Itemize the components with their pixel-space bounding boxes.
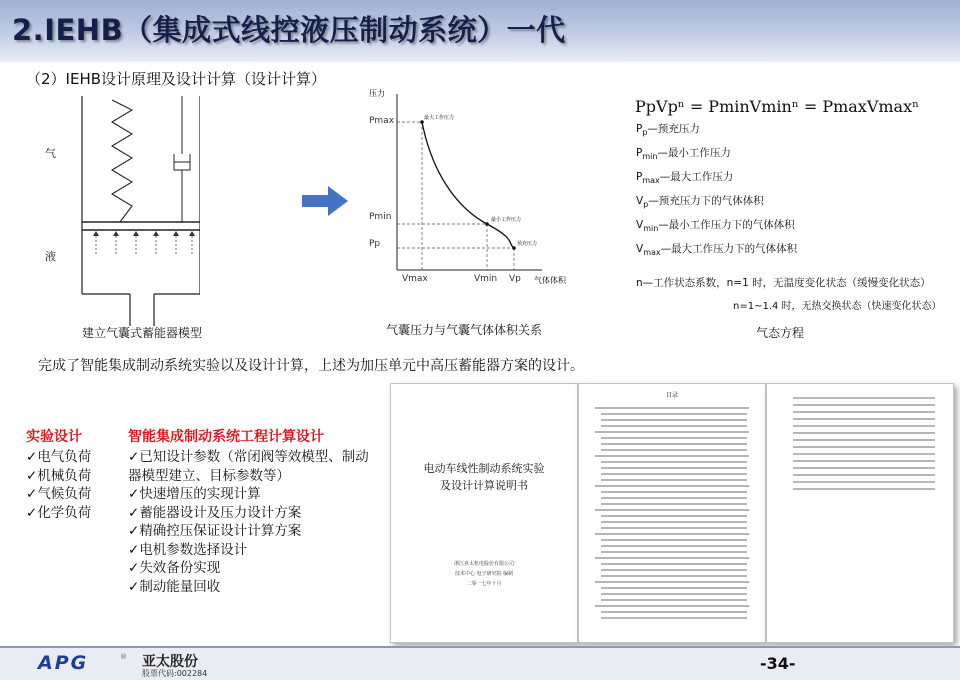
- company-name: 亚太股份: [142, 654, 198, 670]
- engineering-item: ✓快速增压的实现计算: [128, 486, 261, 502]
- adiabatic-note: n=1~1.4 时，无热交换状态（快速变化状态）: [733, 301, 942, 312]
- definition-pmin: $P_{min}—$最小工作压力: [636, 147, 731, 162]
- cover-dept: 技术中心 电子研究院 编制: [454, 571, 514, 577]
- accumulator-caption: 建立气囊式蓄能器模型: [82, 326, 203, 340]
- check-icon: ✓: [26, 467, 38, 484]
- formula-caption: 气态方程: [756, 326, 805, 340]
- stock-code: 股票代码:002284: [142, 669, 208, 678]
- gas-equation: PpVpⁿ = PminVminⁿ = PmaxVmaxⁿ: [635, 97, 920, 116]
- pv-chart-caption: 气囊压力与气囊气体体积关系: [386, 323, 543, 337]
- check-icon: ✓: [128, 541, 140, 558]
- toc-lines-2: [767, 384, 953, 642]
- check-icon: ✓: [26, 449, 38, 465]
- engineering-item: ✓电机参数选择设计: [128, 541, 248, 558]
- company-logo: APG: [38, 652, 89, 674]
- definition-list: [636, 121, 836, 265]
- annotation-min-pressure: 最小工作压力: [491, 217, 522, 223]
- check-icon: ✓: [128, 449, 140, 465]
- experiment-item: ✓机械负荷: [26, 467, 92, 484]
- registered-mark-icon: ®: [120, 653, 127, 661]
- point-pp: [512, 246, 516, 250]
- y-tick-pmax: Pmax: [369, 116, 395, 126]
- document-toc-page-2: [766, 383, 954, 643]
- experiment-design: [26, 426, 91, 522]
- cover-title-line-2: 及设计计算说明书: [440, 479, 528, 492]
- engineering-item: ✓蓄能器设计及压力设计方案: [128, 504, 302, 521]
- page-number: -34-: [760, 654, 796, 673]
- annotation-precharge-pressure: 预充压力: [517, 241, 538, 247]
- point-pmin: [485, 222, 489, 226]
- state-coefficient-note: n—工作状态系数，n=1 时，无温度变化状态（缓慢变化状态）: [636, 277, 931, 289]
- slide-title: 2.IEHB（集成式线控液压制动系统）一代: [12, 13, 566, 47]
- pv-curve: [422, 122, 514, 248]
- cover-date: 二零一七年十月: [466, 581, 502, 587]
- x-axis-label: 气体体积: [534, 276, 566, 285]
- check-icon: ✓: [128, 560, 140, 576]
- annotation-max-pressure: 最大工作压力: [424, 115, 455, 121]
- y-tick-pmin: Pmin: [369, 212, 392, 222]
- check-icon: ✓: [128, 578, 140, 595]
- definition-vmax: $V_{max}—$最大工作压力下的气体体积: [636, 243, 798, 258]
- experiment-item: ✓电气负荷: [26, 449, 92, 465]
- engineering-item: ✓制动能量回收: [128, 578, 221, 595]
- summary-text: 完成了智能集成制动系统实验以及设计计算，上述为加压单元中高压蓄能器方案的设计。: [38, 358, 584, 374]
- x-tick-vmax: Vmax: [402, 274, 428, 284]
- engineering-heading: 智能集成制动系统工程计算设计: [128, 429, 324, 445]
- y-tick-pp: Pp: [369, 239, 381, 249]
- engineering-item: ✓已知设计参数（常闭阀等效模型、制动: [128, 449, 369, 465]
- x-tick-vp: Vp: [509, 274, 521, 284]
- definition-pp: $P_p—$预充压力: [636, 123, 700, 138]
- right-arrow-icon: [302, 186, 348, 216]
- cover-company: 浙江亚太机电股份有限公司: [453, 561, 514, 567]
- check-icon: ✓: [26, 486, 38, 502]
- y-axis-label: 压力: [369, 89, 385, 98]
- engineering-item: ✓失效备份实现: [128, 560, 221, 576]
- accumulator-diagram: [40, 96, 200, 326]
- liquid-label: 液: [45, 250, 56, 263]
- check-icon: ✓: [26, 504, 38, 521]
- check-icon: ✓: [128, 504, 140, 521]
- check-icon: ✓: [128, 486, 140, 502]
- experiment-item: ✓气候负荷: [26, 486, 92, 502]
- definition-vp: $V_p—$预充压力下的气体体积: [636, 195, 764, 210]
- definition-pmax: $P_{max}—$最大工作压力: [636, 171, 734, 186]
- toc-lines: [579, 384, 765, 642]
- gas-label: 气: [45, 147, 56, 160]
- engineering-design: [128, 426, 390, 596]
- experiment-item: ✓化学负荷: [26, 504, 92, 521]
- section-subtitle: （2）IEHB设计原理及设计计算（设计计算）: [26, 70, 327, 88]
- document-cover-page: [390, 383, 578, 643]
- document-toc-page: [578, 383, 766, 643]
- pv-chart: [362, 88, 577, 293]
- engineering-item: ✓精确控压保证设计计算方案: [128, 523, 302, 539]
- engineering-item: 器模型建立、目标参数等）: [128, 467, 290, 484]
- cover-title-line-1: 电动车线性制动系统实验: [423, 462, 545, 475]
- toc-title: 目录: [665, 392, 678, 399]
- definition-vmin: $V_{min}—$最小工作压力下的气体体积: [636, 219, 795, 234]
- x-tick-vmin: Vmin: [474, 274, 498, 284]
- check-icon: ✓: [128, 523, 140, 539]
- experiment-heading: 实验设计: [26, 429, 82, 445]
